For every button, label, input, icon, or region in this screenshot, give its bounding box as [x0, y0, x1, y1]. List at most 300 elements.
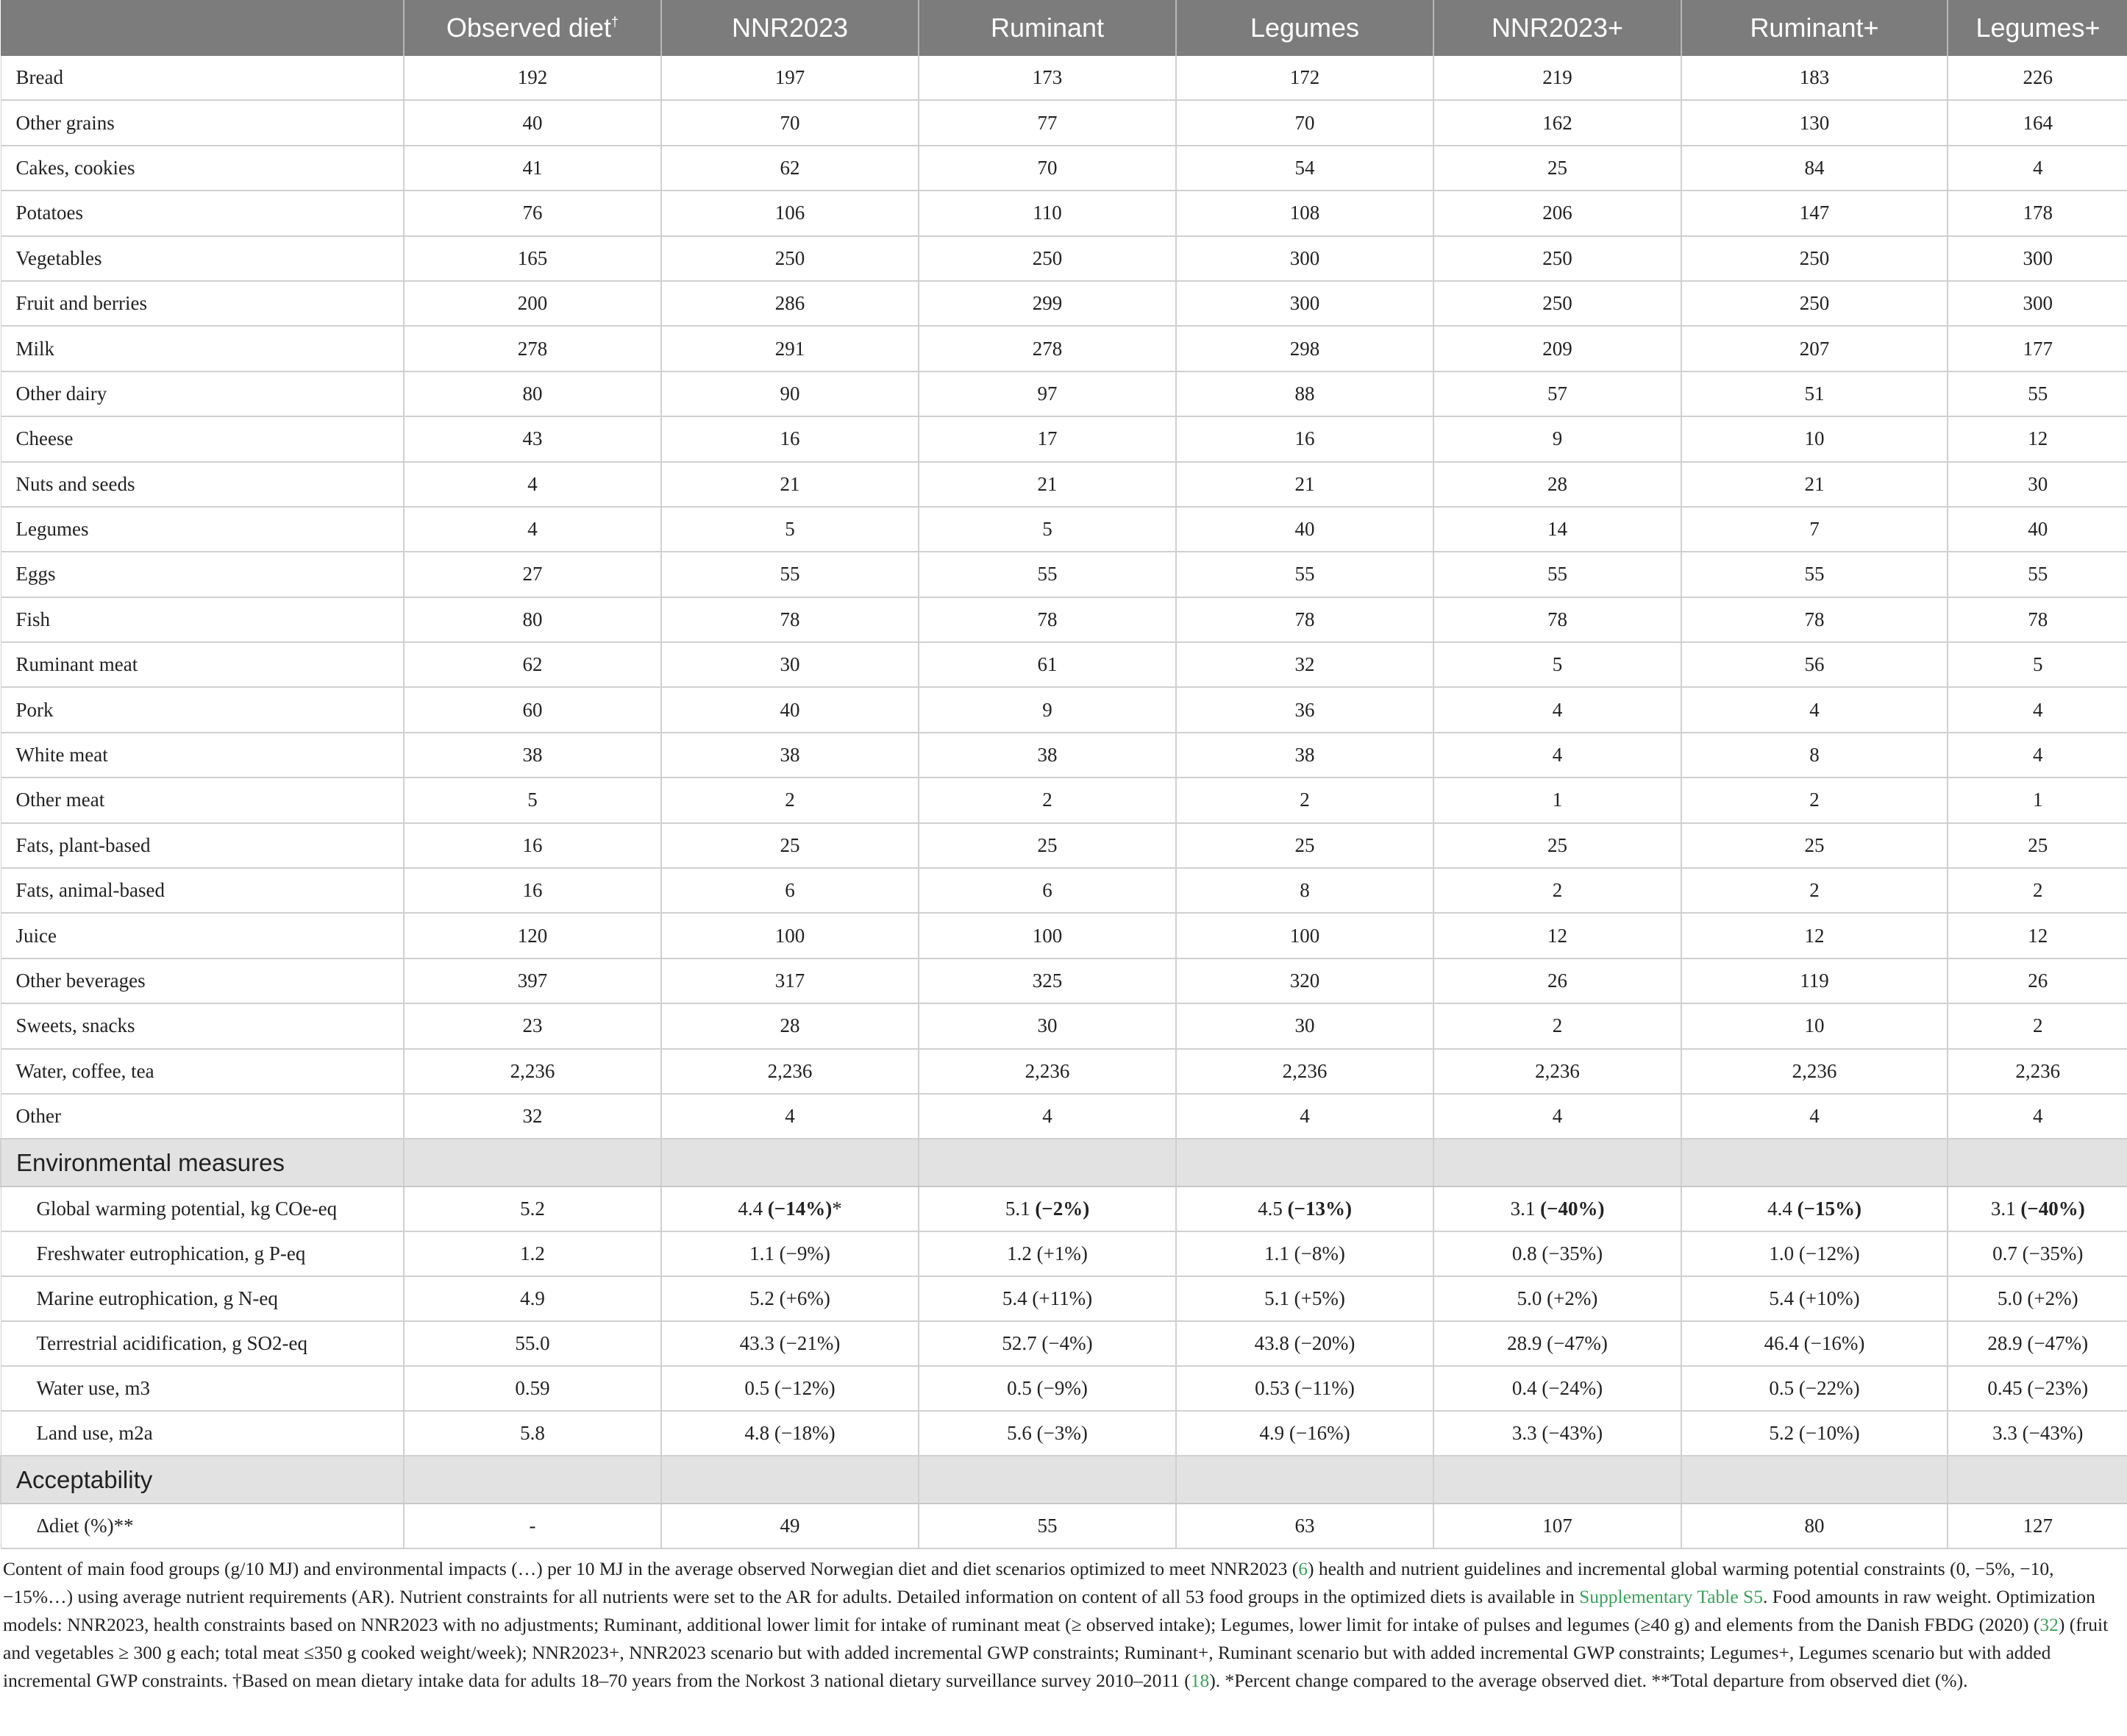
- table-cell: 25: [1948, 823, 2127, 868]
- table-cell: 178: [1948, 191, 2127, 235]
- section-empty-cell: [1948, 1139, 2127, 1187]
- table-cell: 26: [1948, 958, 2127, 1003]
- table-cell: 291: [661, 326, 919, 371]
- footnote-mark: †: [611, 15, 619, 29]
- table-row: [1, 416, 2127, 461]
- table-cell: 4: [404, 507, 661, 552]
- table-cell: 3.3 (−43%): [1433, 1411, 1681, 1456]
- table-cell: 30: [1176, 1003, 1433, 1048]
- table-cell: 16: [661, 416, 919, 461]
- table-cell: 5: [404, 778, 661, 822]
- table-cell: 6: [919, 868, 1176, 913]
- table-cell: 21: [919, 462, 1176, 507]
- table-cell: 2,236: [1433, 1049, 1681, 1094]
- row-label: Terrestrial acidification, g SO2-eq: [1, 1321, 404, 1366]
- table-cell: 55: [1433, 552, 1681, 597]
- table-footnote: [0, 1549, 2127, 1695]
- table-cell: 55: [1176, 552, 1433, 597]
- table-row: [1, 823, 2127, 868]
- section-empty-cell: [404, 1456, 661, 1504]
- reference-link[interactable]: 18: [1190, 1670, 1210, 1692]
- table-cell: 320: [1176, 958, 1433, 1003]
- table-cell: 26: [1433, 958, 1681, 1003]
- table-row: [1, 236, 2127, 281]
- table-cell: 4.9: [404, 1276, 661, 1321]
- table-cell: 1.2: [404, 1231, 661, 1276]
- table-cell: 77: [919, 100, 1176, 145]
- table-cell: 12: [1948, 416, 2127, 461]
- table-cell: 52.7 (−4%): [919, 1321, 1176, 1366]
- table-cell: 4: [1681, 687, 1948, 732]
- table-row: [1, 1187, 2127, 1231]
- row-label: Pork: [1, 687, 404, 732]
- table-cell: 9: [919, 687, 1176, 732]
- table-cell: 4: [1948, 687, 2127, 732]
- table-cell: 4.8 (−18%): [661, 1411, 919, 1456]
- table-cell: 106: [661, 191, 919, 235]
- row-label: Bread: [1, 56, 404, 100]
- table-cell: 177: [1948, 326, 2127, 371]
- table-cell: 207: [1681, 326, 1948, 371]
- row-label: Fats, plant-based: [1, 823, 404, 868]
- table-cell: 5: [1948, 642, 2127, 687]
- table-cell: 76: [404, 191, 661, 235]
- section-empty-cell: [1433, 1139, 1681, 1187]
- row-label: Fruit and berries: [1, 281, 404, 326]
- table-cell: 4: [1948, 1094, 2127, 1139]
- section-header-row: [1, 1139, 2127, 1187]
- table-cell: 7: [1681, 507, 1948, 552]
- table-cell: 57: [1433, 371, 1681, 416]
- section-empty-cell: [919, 1139, 1176, 1187]
- table-cell: 119: [1681, 958, 1948, 1003]
- table-cell: 172: [1176, 56, 1433, 100]
- header-corner: [1, 0, 404, 56]
- table-cell: 5.8: [404, 1411, 661, 1456]
- section-empty-cell: [1948, 1456, 2127, 1504]
- table-cell: 6: [661, 868, 919, 913]
- table-cell: 2,236: [1948, 1049, 2127, 1094]
- table-cell: 10: [1681, 1003, 1948, 1048]
- gwp-value: 5.1: [1005, 1198, 1030, 1220]
- table-cell: 12: [1681, 913, 1948, 958]
- header-observed-diet: [404, 0, 661, 56]
- table-cell: 4: [1433, 733, 1681, 778]
- table-cell: 2: [1176, 778, 1433, 822]
- table-cell: 0.5 (−22%): [1681, 1366, 1948, 1411]
- header-ruminant: Ruminant: [919, 0, 1176, 56]
- table-cell: 41: [404, 146, 661, 191]
- table-cell: 130: [1681, 100, 1948, 145]
- table-cell: 28: [1433, 462, 1681, 507]
- table-cell: 62: [661, 146, 919, 191]
- table-cell: 2,236: [661, 1049, 919, 1094]
- table-cell: 12: [1948, 913, 2127, 958]
- header-ruminant-plus: Ruminant+: [1681, 0, 1948, 56]
- table-cell: 0.5 (−12%): [661, 1366, 919, 1411]
- row-label: Freshwater eutrophication, g P-eq: [1, 1231, 404, 1276]
- table-cell: 88: [1176, 371, 1433, 416]
- table-cell: 5.1 (+5%): [1176, 1276, 1433, 1321]
- table-cell: -: [404, 1504, 661, 1548]
- table-cell: 63: [1176, 1504, 1433, 1548]
- section-title: Acceptability: [1, 1456, 404, 1504]
- table-cell: 12: [1433, 913, 1681, 958]
- table-row: [1, 642, 2127, 687]
- table-cell: 55: [919, 552, 1176, 597]
- table-cell: 17: [919, 416, 1176, 461]
- table-cell: 4: [1948, 146, 2127, 191]
- table-cell: 55: [919, 1504, 1176, 1548]
- table-cell: 55.0: [404, 1321, 661, 1366]
- row-label: Marine eutrophication, g N-eq: [1, 1276, 404, 1321]
- gwp-value: 3.1: [1510, 1198, 1536, 1220]
- table-cell: 25: [919, 823, 1176, 868]
- table-cell: 51: [1681, 371, 1948, 416]
- row-label: Eggs: [1, 552, 404, 597]
- row-label: Sweets, snacks: [1, 1003, 404, 1048]
- table-cell: 16: [1176, 416, 1433, 461]
- footnote-mark: *: [832, 1198, 842, 1220]
- footnote-text: Content of main food groups (g/10 MJ) and environmental impacts (…) per 10 MJ in the average observed Norwegian diet and diet scenarios optimized to meet NNR2023 (: [3, 1558, 1299, 1580]
- table-cell: 2: [1433, 1003, 1681, 1048]
- table-cell: 8: [1176, 868, 1433, 913]
- table-cell: 43.8 (−20%): [1176, 1321, 1433, 1366]
- table-cell: [1681, 1187, 1948, 1231]
- row-label: Global warming potential, kg COe-eq: [1, 1187, 404, 1231]
- table-row: [1, 56, 2127, 100]
- table-cell: 2: [661, 778, 919, 822]
- table-cell: 1.1 (−8%): [1176, 1231, 1433, 1276]
- table-row: [1, 1049, 2127, 1094]
- table-cell: 84: [1681, 146, 1948, 191]
- gwp-value: 4.4: [738, 1198, 763, 1220]
- table-cell: 120: [404, 913, 661, 958]
- table-cell: 62: [404, 642, 661, 687]
- table-cell: 40: [404, 100, 661, 145]
- table-row: [1, 326, 2127, 371]
- table-cell: [1948, 1187, 2127, 1231]
- row-label: Other grains: [1, 100, 404, 145]
- reference-link[interactable]: 6: [1298, 1558, 1308, 1580]
- gwp-value: 4.4: [1767, 1198, 1792, 1220]
- row-label: Potatoes: [1, 191, 404, 235]
- table-cell: 2: [1681, 868, 1948, 913]
- table-cell: 0.45 (−23%): [1948, 1366, 2127, 1411]
- header-nnr2023-plus: NNR2023+: [1433, 0, 1681, 56]
- table-cell: 78: [1433, 597, 1681, 642]
- table-cell: 165: [404, 236, 661, 281]
- row-label: Ruminant meat: [1, 642, 404, 687]
- section-empty-cell: [404, 1139, 661, 1187]
- row-label: Other meat: [1, 778, 404, 822]
- table-cell: [1176, 1187, 1433, 1231]
- table-row: [1, 1366, 2127, 1411]
- table-cell: 21: [661, 462, 919, 507]
- row-label: Juice: [1, 913, 404, 958]
- table-cell: 2: [1681, 778, 1948, 822]
- table-cell: 278: [404, 326, 661, 371]
- table-cell: 2: [1948, 868, 2127, 913]
- row-label: Land use, m2a: [1, 1411, 404, 1456]
- table-cell: 90: [661, 371, 919, 416]
- gwp-percent-change: (−40%): [1540, 1198, 1605, 1220]
- table-cell: 250: [1681, 281, 1948, 326]
- table-cell: 5: [1433, 642, 1681, 687]
- table-cell: 38: [661, 733, 919, 778]
- table-cell: 250: [1433, 281, 1681, 326]
- table-row: [1, 597, 2127, 642]
- table-cell: 5: [661, 507, 919, 552]
- table-row: [1, 1094, 2127, 1139]
- table-cell: [1433, 1187, 1681, 1231]
- table-cell: 25: [1176, 823, 1433, 868]
- table-row: [1, 281, 2127, 326]
- table-cell: 0.59: [404, 1366, 661, 1411]
- table-cell: 46.4 (−16%): [1681, 1321, 1948, 1366]
- table-cell: [919, 1187, 1176, 1231]
- table-cell: 55: [1681, 552, 1948, 597]
- table-cell: 100: [661, 913, 919, 958]
- row-label: Fish: [1, 597, 404, 642]
- table-cell: 28.9 (−47%): [1433, 1321, 1681, 1366]
- row-label: Other beverages: [1, 958, 404, 1003]
- table-cell: 147: [1681, 191, 1948, 235]
- table-cell: 0.4 (−24%): [1433, 1366, 1681, 1411]
- table-cell: 5.0 (+2%): [1948, 1276, 2127, 1321]
- supplementary-table-link[interactable]: Supplementary Table S5: [1579, 1586, 1763, 1608]
- table-cell: 38: [404, 733, 661, 778]
- table-cell: 30: [919, 1003, 1176, 1048]
- table-cell: 38: [1176, 733, 1433, 778]
- table-cell: 38: [919, 733, 1176, 778]
- table-cell: 28: [661, 1003, 919, 1048]
- table-cell: 4: [1681, 1094, 1948, 1139]
- table-row: [1, 462, 2127, 507]
- table-cell: 55: [661, 552, 919, 597]
- section-empty-cell: [661, 1139, 919, 1187]
- table-row: [1, 733, 2127, 778]
- table-cell: 43.3 (−21%): [661, 1321, 919, 1366]
- row-label: Cheese: [1, 416, 404, 461]
- table-cell: 2,236: [1681, 1049, 1948, 1094]
- row-label: Other dairy: [1, 371, 404, 416]
- table-cell: 80: [404, 371, 661, 416]
- reference-link[interactable]: 32: [2039, 1614, 2059, 1636]
- table-cell: 30: [661, 642, 919, 687]
- table-cell: 9: [1433, 416, 1681, 461]
- table-cell: 0.5 (−9%): [919, 1366, 1176, 1411]
- row-label: Vegetables: [1, 236, 404, 281]
- table-cell: 25: [1433, 823, 1681, 868]
- header-label: Observed diet: [446, 13, 612, 43]
- table-row: [1, 913, 2127, 958]
- table-cell: 14: [1433, 507, 1681, 552]
- table-cell: 25: [1433, 146, 1681, 191]
- table-cell: 70: [661, 100, 919, 145]
- footnote-text: ) health and nutrient guidelines and incremental global warming potential constraints (0, −5%, −10, −15%…) using average nutrient requirements (AR). Nutrient constraints for all nutrients were set to the AR for adults. Detailed information on content of all 53 food groups in the optimized diets is available in: [3, 1558, 2054, 1608]
- table-cell: 16: [404, 823, 661, 868]
- table-cell: 0.53 (−11%): [1176, 1366, 1433, 1411]
- table-cell: 2: [1433, 868, 1681, 913]
- table-cell: 28.9 (−47%): [1948, 1321, 2127, 1366]
- table-cell: 397: [404, 958, 661, 1003]
- table-cell: 40: [661, 687, 919, 732]
- gwp-percent-change: (−15%): [1797, 1198, 1861, 1220]
- row-label: Nuts and seeds: [1, 462, 404, 507]
- table-cell: 206: [1433, 191, 1681, 235]
- table-cell: 250: [1681, 236, 1948, 281]
- table-cell: 4: [1948, 733, 2127, 778]
- table-cell: 226: [1948, 56, 2127, 100]
- table-cell: 219: [1433, 56, 1681, 100]
- table-cell: 30: [1948, 462, 2127, 507]
- table-cell: 10: [1681, 416, 1948, 461]
- table-cell: 80: [404, 597, 661, 642]
- table-cell: 4.9 (−16%): [1176, 1411, 1433, 1456]
- table-cell: 100: [1176, 913, 1433, 958]
- table-cell: 317: [661, 958, 919, 1003]
- table-cell: 209: [1433, 326, 1681, 371]
- table-cell: 80: [1681, 1504, 1948, 1548]
- table-cell: 3.3 (−43%): [1948, 1411, 2127, 1456]
- header-nnr2023: NNR2023: [661, 0, 919, 56]
- table-cell: 78: [919, 597, 1176, 642]
- table-cell: 5.0 (+2%): [1433, 1276, 1681, 1321]
- table-cell: 173: [919, 56, 1176, 100]
- table-cell: 4: [661, 1094, 919, 1139]
- table-row: [1, 687, 2127, 732]
- table-row: [1, 191, 2127, 235]
- table-cell: 0.8 (−35%): [1433, 1231, 1681, 1276]
- table-cell: 78: [1948, 597, 2127, 642]
- table-row: [1, 1411, 2127, 1456]
- row-label: Other: [1, 1094, 404, 1139]
- table-cell: 27: [404, 552, 661, 597]
- row-label: Milk: [1, 326, 404, 371]
- section-empty-cell: [1681, 1456, 1948, 1504]
- row-label: Fats, animal-based: [1, 868, 404, 913]
- table-cell: 278: [919, 326, 1176, 371]
- section-empty-cell: [919, 1456, 1176, 1504]
- section-empty-cell: [1681, 1139, 1948, 1187]
- table-row: [1, 1504, 2127, 1548]
- table-cell: 2,236: [1176, 1049, 1433, 1094]
- table-cell: 298: [1176, 326, 1433, 371]
- table-cell: 21: [1681, 462, 1948, 507]
- table-cell: 300: [1176, 236, 1433, 281]
- table-cell: 300: [1176, 281, 1433, 326]
- gwp-percent-change: (−40%): [2020, 1198, 2085, 1220]
- table-cell: 286: [661, 281, 919, 326]
- gwp-percent-change: (−14%): [767, 1198, 833, 1220]
- table-cell: 2,236: [919, 1049, 1176, 1094]
- table-row: [1, 1321, 2127, 1366]
- table-cell: 325: [919, 958, 1176, 1003]
- table-row: [1, 958, 2127, 1003]
- table-cell: 164: [1948, 100, 2127, 145]
- table-cell: 200: [404, 281, 661, 326]
- table-cell: 5.2 (−10%): [1681, 1411, 1948, 1456]
- table-cell: 56: [1681, 642, 1948, 687]
- table-cell: 4: [1176, 1094, 1433, 1139]
- gwp-value: 3.1: [1990, 1198, 2016, 1220]
- row-label: Water use, m3: [1, 1366, 404, 1411]
- table-cell: 183: [1681, 56, 1948, 100]
- table-row: [1, 552, 2127, 597]
- table-row: [1, 1003, 2127, 1048]
- table-row: [1, 778, 2127, 822]
- table-cell: 5.4 (+11%): [919, 1276, 1176, 1321]
- table-cell: 25: [661, 823, 919, 868]
- table-cell: 250: [1433, 236, 1681, 281]
- table-cell: 1: [1948, 778, 2127, 822]
- table-cell: 2: [919, 778, 1176, 822]
- table-cell: 78: [1681, 597, 1948, 642]
- table-cell: 55: [1948, 371, 2127, 416]
- table-cell: 2: [1948, 1003, 2127, 1048]
- table-cell: 60: [404, 687, 661, 732]
- table-cell: 1.1 (−9%): [661, 1231, 919, 1276]
- table-cell: 97: [919, 371, 1176, 416]
- table-cell: 40: [1176, 507, 1433, 552]
- table-row: [1, 146, 2127, 191]
- table-cell: 5.4 (+10%): [1681, 1276, 1948, 1321]
- table-cell: 70: [1176, 100, 1433, 145]
- table-cell: 300: [1948, 236, 2127, 281]
- table-cell: 36: [1176, 687, 1433, 732]
- row-label: White meat: [1, 733, 404, 778]
- table-cell: 16: [404, 868, 661, 913]
- footnote-text: ) (fruit and vegetables ≥ 300 g each; total meat ≤350 g cooked weight/week); NNR2023+, NNR2023 scenario but with added incremental GWP constraints; Ruminant+, Ruminant scenario but with added incremental GWP constraints; Legumes+, Legumes scenario but with added incremental GWP constraints. †Based on mean dietary intake data for adults 18–70 years from the Norkost 3 national dietary surveillance survey 2010–2011 (: [3, 1614, 2109, 1692]
- table-cell: [661, 1187, 919, 1231]
- table-cell: 49: [661, 1504, 919, 1548]
- section-empty-cell: [1433, 1456, 1681, 1504]
- table-cell: 192: [404, 56, 661, 100]
- table-cell: 162: [1433, 100, 1681, 145]
- table-cell: 5.2 (+6%): [661, 1276, 919, 1321]
- table-row: [1, 1231, 2127, 1276]
- header-row: [1, 0, 2127, 56]
- gwp-value: 4.5: [1258, 1198, 1283, 1220]
- table-cell: 4: [404, 462, 661, 507]
- table-row: [1, 507, 2127, 552]
- section-header-row: [1, 1456, 2127, 1504]
- table-cell: 8: [1681, 733, 1948, 778]
- row-label: Legumes: [1, 507, 404, 552]
- table-cell: 78: [661, 597, 919, 642]
- table-body: [1, 56, 2127, 1548]
- footnote-text: ). *Percent change compared to the average observed diet. **Total departure from observed diet (%).: [1209, 1670, 1968, 1692]
- table-cell: 21: [1176, 462, 1433, 507]
- table-cell: 1: [1433, 778, 1681, 822]
- table-cell: 0.7 (−35%): [1948, 1231, 2127, 1276]
- table-cell: 4: [1433, 687, 1681, 732]
- gwp-percent-change: (−13%): [1287, 1198, 1352, 1220]
- table-cell: 300: [1948, 281, 2127, 326]
- table-cell: 40: [1948, 507, 2127, 552]
- table-cell: 4: [919, 1094, 1176, 1139]
- table-cell: 70: [919, 146, 1176, 191]
- table-cell: 1.0 (−12%): [1681, 1231, 1948, 1276]
- table-cell: 250: [661, 236, 919, 281]
- table-cell: 32: [1176, 642, 1433, 687]
- table-cell: 197: [661, 56, 919, 100]
- footnote-text: . Food amounts in raw weight. Optimization models: NNR2023, health constraints based on NNR2023 with no adjustments; Ruminant, additional lower limit for intake of ruminant meat (≥ observed intake); Legumes, lower limit for intake of pulses and legumes (≥40 g) and elements from the Danish FBDG (2020) (: [3, 1586, 2095, 1636]
- table-cell: 78: [1176, 597, 1433, 642]
- table-row: [1, 1276, 2127, 1321]
- table-cell: 5.6 (−3%): [919, 1411, 1176, 1456]
